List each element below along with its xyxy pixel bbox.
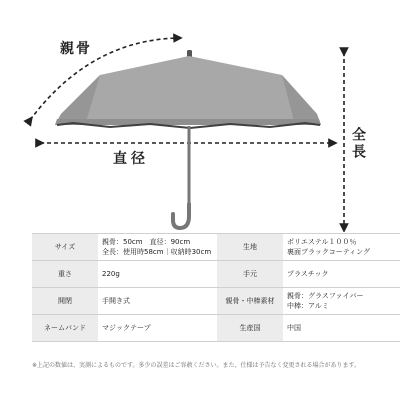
spec-value-weight: 220g	[98, 261, 217, 288]
spec-header-weight: 重さ	[32, 261, 98, 288]
table-row	[32, 288, 400, 315]
spec-value-opening: 手開き式	[98, 288, 217, 315]
diameter-label: 直径	[113, 151, 149, 167]
spec-header-opening: 開閉	[32, 288, 98, 315]
rib-label: 親骨	[60, 41, 92, 57]
spec-header-handle: 手元	[217, 261, 283, 288]
table-row	[32, 234, 400, 261]
length-label: 全長	[350, 127, 366, 161]
disclaimer-note: ※上記の数値は、実測によるものです。多少の誤差はご容赦ください。また、仕様は予告なく変更される場合があります。	[32, 362, 361, 369]
spec-value-fabric: ポリエステル１００％ 裏面ブラックコーティング	[283, 234, 400, 261]
table-row	[32, 315, 400, 342]
spec-header-material: 親骨・中棒素材	[217, 288, 283, 315]
spec-value-handle: プラスチック	[283, 261, 400, 288]
spec-header-origin: 生産国	[217, 315, 283, 342]
table-row	[32, 261, 400, 288]
umbrella-handle	[173, 204, 189, 228]
spec-table	[32, 233, 400, 342]
spec-header-fabric: 生地	[217, 234, 283, 261]
spec-value-origin: 中国	[283, 315, 400, 342]
spec-value-size: 親骨：50cm 直径：90cm 全長：使用時58cm｜収納時30cm	[98, 234, 217, 261]
spec-value-material: 親骨：グラスファイバー 中棒：アルミ	[283, 288, 400, 315]
spec-header-size: サイズ	[32, 234, 98, 261]
spec-value-nameband: マジックテープ	[98, 315, 217, 342]
spec-header-nameband: ネームバンド	[32, 315, 98, 342]
